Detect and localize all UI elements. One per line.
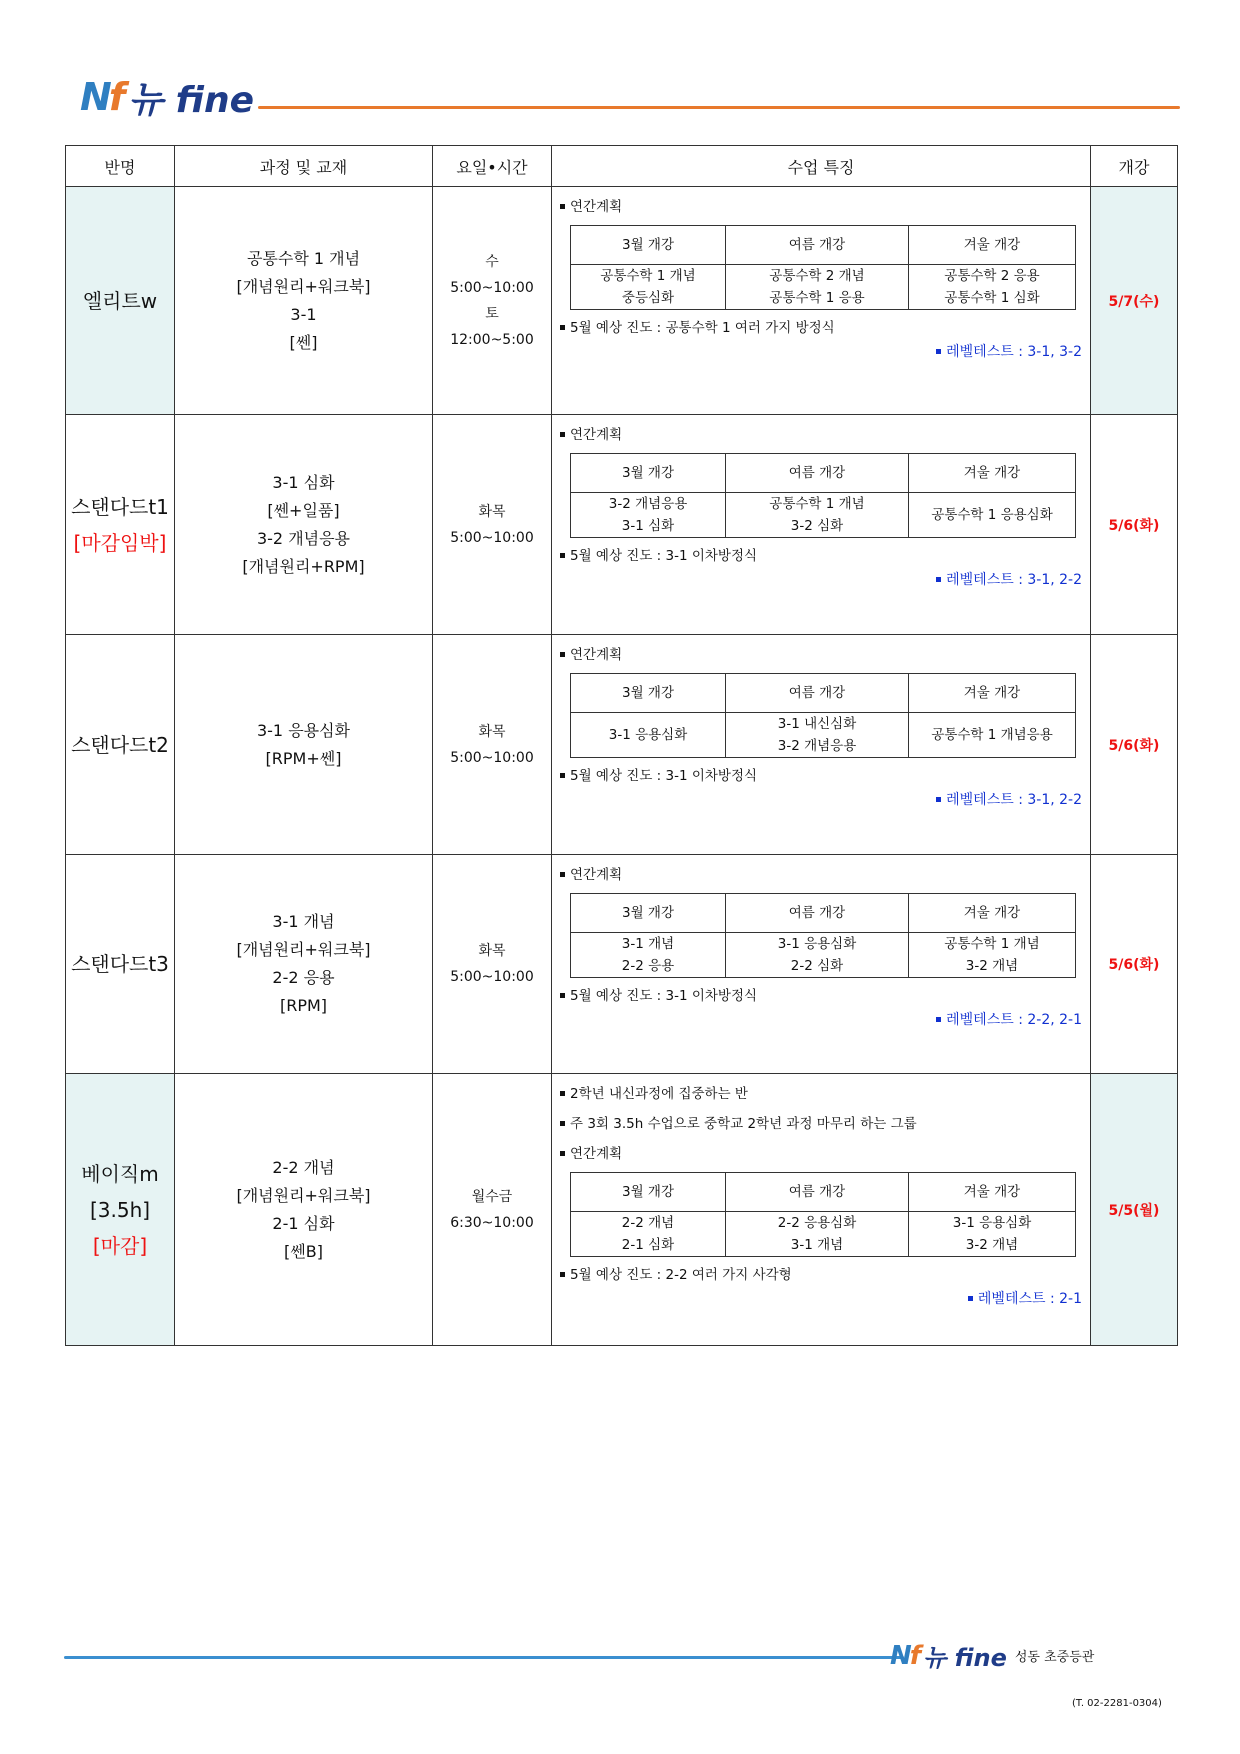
plan-cell-line: 2-2 응용: [621, 958, 675, 974]
plan-label: [560, 425, 1082, 445]
plan-cell-line: 3-1 개념: [790, 1237, 844, 1253]
time-cell: [433, 415, 552, 635]
time-line: 5:00~10:00: [450, 749, 534, 766]
table-row: [66, 855, 1178, 1074]
level-test: [560, 1289, 1082, 1309]
level-test-text: 레벨테스트 : 2-1: [977, 1291, 1082, 1307]
bullet-mark: [560, 1272, 565, 1277]
plan-cell-line: 공통수학 2 개념: [769, 268, 865, 284]
class-name: 스탠다드t2: [71, 732, 169, 757]
plan-cell: [909, 933, 1076, 978]
time-line: 화목: [478, 943, 506, 959]
header-time: 요일•시간: [433, 146, 552, 187]
progress-bullet: [560, 1265, 1082, 1285]
plan-label-text: 연간계획: [570, 199, 623, 215]
plan-label-text: 연간계획: [570, 647, 623, 663]
plan-header-row: [571, 674, 1076, 713]
course-line: [쎈+일품]: [267, 500, 340, 520]
open-date: 5/7(수): [1091, 187, 1178, 415]
plan-cell-line: 3-1 개념: [621, 936, 675, 952]
bullet-mark: [936, 1017, 941, 1022]
plan-cell-line: 공통수학 1 심화: [944, 290, 1040, 306]
course-cell: [175, 187, 433, 415]
time-line: 6:30~10:00: [450, 1214, 534, 1231]
features-cell: [552, 415, 1091, 635]
features-cell: [552, 855, 1091, 1074]
features-cell: [552, 1074, 1091, 1346]
header-class: 반명: [66, 146, 175, 187]
class-name-cell: [66, 415, 175, 635]
header-open: 개강: [1091, 146, 1178, 187]
bullet-mark: [936, 797, 941, 802]
course-line: [개념원리+워크북]: [236, 1185, 371, 1205]
plan-body-row: [571, 933, 1076, 978]
class-name-cell: [66, 187, 175, 415]
progress-text: 5월 예상 진도 : 2-2 여러 가지 사각형: [570, 1267, 792, 1283]
plan-cell-line: 공통수학 2 응용: [944, 268, 1040, 284]
bullet-text: 주 3회 3.5h 수업으로 중학교 2학년 과정 마무리 하는 그룹: [570, 1116, 917, 1132]
bullet-text: 2학년 내신과정에 집중하는 반: [570, 1086, 748, 1102]
course-cell: [175, 415, 433, 635]
progress-text: 5월 예상 진도 : 공통수학 1 여러 가지 방정식: [570, 320, 835, 336]
progress-text: 5월 예상 진도 : 3-1 이차방정식: [570, 768, 758, 784]
course-line: 2-2 응용: [272, 968, 335, 987]
plan-cell-line: 중등심화: [621, 290, 675, 306]
table-row: [66, 415, 1178, 635]
plan-cell: [909, 1212, 1076, 1257]
annual-plan-table: [570, 225, 1076, 310]
plan-cell-line: 공통수학 1 응용심화: [931, 507, 1053, 523]
plan-header-row: [571, 454, 1076, 493]
course-line: [개념원리+워크북]: [236, 276, 371, 296]
course-line: [개념원리+RPM]: [242, 556, 365, 576]
level-test: [560, 790, 1082, 810]
course-line: 2-2 개념: [272, 1157, 335, 1177]
plan-cell: [909, 493, 1076, 538]
bullet-mark: [560, 553, 565, 558]
time-line: 화목: [478, 503, 506, 520]
plan-header: 여름 개강: [726, 1173, 909, 1212]
course-line: 공통수학 1 개념: [246, 248, 361, 268]
bullet-mark: [968, 1296, 973, 1301]
plan-cell-line: 공통수학 1 응용: [769, 290, 865, 306]
logo: [80, 72, 254, 122]
schedule-table: [65, 145, 1178, 1346]
class-name: 스탠다드t1: [71, 494, 169, 519]
time-line: 5:00~10:00: [450, 279, 534, 296]
plan-cell: [571, 933, 726, 978]
plan-label-text: 연간계획: [570, 427, 623, 443]
annual-plan-table: [570, 453, 1076, 538]
plan-cell-line: 3-2 개념: [965, 958, 1019, 974]
bullet-mark: [560, 325, 565, 330]
logo-text: 뉴 fine: [128, 79, 255, 121]
class-status: [마감임박]: [73, 530, 167, 555]
plan-body-row: [571, 265, 1076, 310]
open-date: 5/6(화): [1091, 855, 1178, 1074]
level-test: [560, 342, 1082, 362]
table-row: [66, 635, 1178, 855]
time-cell: [433, 855, 552, 1074]
plan-header-row: [571, 226, 1076, 265]
plan-cell-line: 2-2 응용심화: [777, 1215, 857, 1231]
plan-body-row: [571, 713, 1076, 758]
time-line: 수: [485, 253, 499, 270]
plan-cell: [909, 713, 1076, 758]
course-line: [쎈B]: [284, 1241, 323, 1261]
course-line: 3-1 응용심화: [256, 720, 351, 740]
plan-cell: [726, 265, 909, 310]
plan-cell-line: 3-1 심화: [621, 518, 675, 534]
bullet-mark: [560, 872, 565, 877]
plan-cell-line: 3-2 심화: [790, 518, 844, 534]
level-test-text: 레벨테스트 : 3-1, 2-2: [946, 792, 1082, 808]
level-test: [560, 570, 1082, 590]
header-course: 과정 및 교재: [175, 146, 433, 187]
footer-branch: 성동 초중등관: [1014, 1650, 1095, 1665]
level-test-text: 레벨테스트 : 3-1, 3-2: [946, 344, 1082, 360]
plan-cell: [726, 933, 909, 978]
progress-bullet: [560, 766, 1082, 786]
class-name: 스탠다드t3: [71, 952, 169, 976]
plan-label-text: 연간계획: [570, 867, 623, 883]
course-cell: [175, 855, 433, 1074]
footer-logo: [890, 1638, 1094, 1673]
time-line: 5:00~10:00: [450, 969, 534, 985]
plan-label: [560, 865, 1082, 885]
time-line: 5:00~10:00: [450, 529, 534, 546]
course-line: [RPM+쎈]: [265, 748, 342, 768]
progress-bullet: [560, 318, 1082, 338]
plan-header: 여름 개강: [726, 454, 909, 493]
plan-cell: [726, 1212, 909, 1257]
plan-cell: [909, 265, 1076, 310]
plan-cell-line: 2-1 심화: [621, 1237, 675, 1253]
feature-bullet: [560, 1114, 1082, 1134]
bullet-mark: [936, 349, 941, 354]
plan-header: 3월 개강: [571, 226, 726, 265]
plan-body-row: [571, 493, 1076, 538]
class-name: 엘리트w: [82, 288, 158, 313]
progress-text: 5월 예상 진도 : 3-1 이차방정식: [570, 548, 758, 564]
course-line: 3-1 개념: [272, 912, 335, 931]
bullet-mark: [560, 1121, 565, 1126]
open-date: 5/6(화): [1091, 635, 1178, 855]
footer-logo-mark: Nf: [890, 1640, 920, 1671]
course-line: [개념원리+워크북]: [236, 940, 371, 959]
time-line: 12:00~5:00: [450, 331, 534, 348]
footer-phone: (T. 02-2281-0304): [1072, 1698, 1162, 1709]
bullet-mark: [560, 993, 565, 998]
plan-header: 여름 개강: [726, 894, 909, 933]
feature-bullet: [560, 1084, 1082, 1104]
plan-header: 겨울 개강: [909, 674, 1076, 713]
plan-cell-line: 3-1 응용심화: [777, 936, 857, 952]
plan-header: 여름 개강: [726, 226, 909, 265]
plan-cell-line: 3-2 개념응용: [608, 496, 688, 512]
plan-cell: [726, 493, 909, 538]
plan-body-row: [571, 1212, 1076, 1257]
plan-label: [560, 1144, 1082, 1164]
class-name: [3.5h]: [89, 1197, 151, 1222]
plan-header: 3월 개강: [571, 674, 726, 713]
time-cell: [433, 635, 552, 855]
plan-cell-line: 3-2 개념응용: [777, 738, 857, 754]
footer-divider: [64, 1656, 904, 1659]
time-cell: [433, 1074, 552, 1346]
class-status: [마감]: [92, 1233, 148, 1258]
course-line: 3-2 개념응용: [256, 528, 351, 548]
bullet-mark: [560, 204, 565, 209]
bullet-mark: [560, 432, 565, 437]
level-test-text: 레벨테스트 : 2-2, 2-1: [946, 1012, 1082, 1028]
course-line: [RPM]: [279, 996, 328, 1015]
plan-cell: [571, 713, 726, 758]
header-divider: [258, 106, 1180, 109]
progress-text: 5월 예상 진도 : 3-1 이차방정식: [570, 988, 758, 1004]
progress-bullet: [560, 546, 1082, 566]
bullet-mark: [560, 652, 565, 657]
course-line: 2-1 심화: [272, 1213, 335, 1233]
plan-header-row: [571, 894, 1076, 933]
bullet-mark: [560, 1151, 565, 1156]
course-line: 3-1 심화: [272, 472, 335, 492]
annual-plan-table: [570, 1172, 1076, 1257]
plan-header: 여름 개강: [726, 674, 909, 713]
time-line: 화목: [478, 723, 506, 740]
course-line: [쎈]: [289, 332, 318, 352]
open-date: 5/5(월): [1091, 1074, 1178, 1346]
class-name-cell: [66, 855, 175, 1074]
table-row: [66, 1074, 1178, 1346]
class-name-cell: [66, 1074, 175, 1346]
annual-plan-table: [570, 673, 1076, 758]
plan-label: [560, 645, 1082, 665]
plan-header: 겨울 개강: [909, 1173, 1076, 1212]
plan-cell-line: 공통수학 1 개념: [600, 268, 696, 284]
header-features: 수업 특징: [552, 146, 1091, 187]
table-header-row: [66, 146, 1178, 187]
plan-header: 겨울 개강: [909, 454, 1076, 493]
bullet-mark: [560, 773, 565, 778]
level-test-text: 레벨테스트 : 3-1, 2-2: [946, 572, 1082, 588]
plan-cell-line: 2-2 개념: [621, 1215, 675, 1231]
plan-header: 겨울 개강: [909, 894, 1076, 933]
time-cell: [433, 187, 552, 415]
plan-cell-line: 공통수학 1 개념: [769, 496, 865, 512]
annual-plan-table: [570, 893, 1076, 978]
logo-mark: Nf: [80, 75, 123, 119]
course-cell: [175, 635, 433, 855]
features-cell: [552, 635, 1091, 855]
course-line: 3-1: [290, 304, 317, 324]
time-line: 월수금: [471, 1188, 513, 1205]
plan-header: 겨울 개강: [909, 226, 1076, 265]
class-name: 베이직m: [81, 1161, 159, 1186]
plan-header: 3월 개강: [571, 894, 726, 933]
progress-bullet: [560, 986, 1082, 1006]
plan-cell: [571, 265, 726, 310]
plan-cell-line: 3-1 응용심화: [952, 1215, 1032, 1231]
open-date: 5/6(화): [1091, 415, 1178, 635]
plan-cell-line: 3-1 응용심화: [608, 727, 688, 743]
bullet-mark: [560, 1091, 565, 1096]
footer-logo-text: 뉴 fine: [923, 1644, 1007, 1672]
plan-header: 3월 개강: [571, 1173, 726, 1212]
plan-cell-line: 3-1 내신심화: [777, 716, 857, 732]
page-header: [80, 72, 1180, 122]
class-name-cell: [66, 635, 175, 855]
plan-cell: [571, 493, 726, 538]
plan-header-row: [571, 1173, 1076, 1212]
time-line: 토: [485, 305, 499, 322]
course-cell: [175, 1074, 433, 1346]
plan-cell-line: 3-2 개념: [965, 1237, 1019, 1253]
plan-label-text: 연간계획: [570, 1146, 623, 1162]
plan-cell: [726, 713, 909, 758]
plan-header: 3월 개강: [571, 454, 726, 493]
plan-label: [560, 197, 1082, 217]
level-test: [560, 1010, 1082, 1030]
features-cell: [552, 187, 1091, 415]
plan-cell-line: 공통수학 1 개념응용: [931, 727, 1053, 743]
bullet-mark: [936, 577, 941, 582]
table-row: [66, 187, 1178, 415]
plan-cell: [571, 1212, 726, 1257]
plan-cell-line: 공통수학 1 개념: [944, 936, 1040, 952]
plan-cell-line: 2-2 심화: [790, 958, 844, 974]
